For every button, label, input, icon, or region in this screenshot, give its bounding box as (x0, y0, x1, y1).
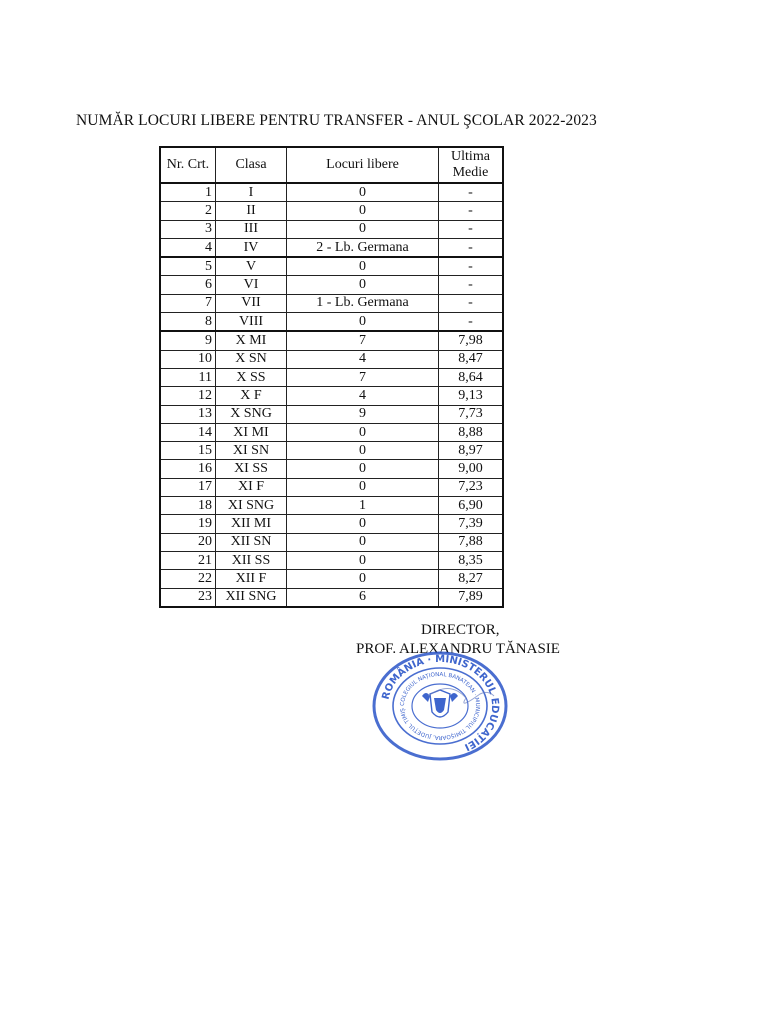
cell-locuri-libere: 0 (287, 276, 439, 294)
table-row (160, 478, 503, 496)
cell-nr-crt: 6 (160, 276, 216, 294)
cell-locuri-libere: 0 (287, 442, 439, 460)
cell-clasa: III (216, 220, 287, 238)
table-row (160, 220, 503, 238)
transfer-places-table (159, 146, 504, 608)
official-stamp (370, 650, 510, 762)
cell-clasa: XII SS (216, 551, 287, 569)
cell-ultima-medie: - (439, 238, 504, 257)
table-row (160, 533, 503, 551)
cell-nr-crt: 5 (160, 257, 216, 276)
cell-ultima-medie: 7,73 (439, 405, 504, 423)
table-row (160, 276, 503, 294)
cell-clasa: XI SS (216, 460, 287, 478)
cell-locuri-libere: 0 (287, 533, 439, 551)
cell-nr-crt: 16 (160, 460, 216, 478)
cell-locuri-libere: 0 (287, 551, 439, 569)
cell-ultima-medie: - (439, 313, 504, 332)
cell-nr-crt: 19 (160, 515, 216, 533)
cell-ultima-medie: - (439, 294, 504, 312)
table-row (160, 238, 503, 257)
cell-nr-crt: 8 (160, 313, 216, 332)
cell-ultima-medie: - (439, 183, 504, 202)
cell-ultima-medie: 7,88 (439, 533, 504, 551)
cell-nr-crt: 21 (160, 551, 216, 569)
table-row (160, 551, 503, 569)
cell-clasa: XII SNG (216, 588, 287, 607)
table-row (160, 423, 503, 441)
cell-clasa: VI (216, 276, 287, 294)
cell-locuri-libere: 0 (287, 460, 439, 478)
table-row (160, 588, 503, 607)
cell-locuri-libere: 0 (287, 570, 439, 588)
cell-nr-crt: 10 (160, 350, 216, 368)
cell-locuri-libere: 0 (287, 257, 439, 276)
cell-nr-crt: 13 (160, 405, 216, 423)
cell-ultima-medie: - (439, 202, 504, 220)
cell-ultima-medie: 7,23 (439, 478, 504, 496)
cell-clasa: V (216, 257, 287, 276)
signature-name: PROF. ALEXANDRU TĂNASIE (356, 641, 560, 657)
cell-ultima-medie: 9,13 (439, 387, 504, 405)
cell-nr-crt: 17 (160, 478, 216, 496)
header-locuri-libere: Locuri libere (287, 147, 439, 183)
cell-nr-crt: 22 (160, 570, 216, 588)
cell-nr-crt: 4 (160, 238, 216, 257)
table-row (160, 515, 503, 533)
table-row (160, 405, 503, 423)
cell-ultima-medie: 8,47 (439, 350, 504, 368)
cell-nr-crt: 3 (160, 220, 216, 238)
cell-locuri-libere: 0 (287, 423, 439, 441)
cell-clasa: XI SNG (216, 497, 287, 515)
signature-role: DIRECTOR, (421, 622, 500, 638)
header-nr-crt: Nr. Crt. (160, 147, 216, 183)
cell-nr-crt: 9 (160, 331, 216, 350)
cell-ultima-medie: 6,90 (439, 497, 504, 515)
cell-locuri-libere: 0 (287, 220, 439, 238)
table-row (160, 350, 503, 368)
cell-clasa: X MI (216, 331, 287, 350)
header-clasa: Clasa (216, 147, 287, 183)
cell-locuri-libere: 4 (287, 387, 439, 405)
coat-of-arms-icon (422, 690, 458, 717)
cell-nr-crt: 20 (160, 533, 216, 551)
cell-locuri-libere: 0 (287, 515, 439, 533)
cell-ultima-medie: 8,35 (439, 551, 504, 569)
table-row (160, 313, 503, 332)
cell-ultima-medie: - (439, 220, 504, 238)
cell-clasa: X SN (216, 350, 287, 368)
cell-ultima-medie: 8,88 (439, 423, 504, 441)
cell-clasa: XII SN (216, 533, 287, 551)
cell-clasa: XI SN (216, 442, 287, 460)
cell-clasa: XII MI (216, 515, 287, 533)
cell-ultima-medie: 7,89 (439, 588, 504, 607)
cell-clasa: IV (216, 238, 287, 257)
cell-ultima-medie: 8,27 (439, 570, 504, 588)
cell-locuri-libere: 4 (287, 350, 439, 368)
cell-nr-crt: 14 (160, 423, 216, 441)
cell-locuri-libere: 0 (287, 202, 439, 220)
cell-ultima-medie: 7,39 (439, 515, 504, 533)
cell-locuri-libere: 0 (287, 478, 439, 496)
document-title: NUMĂR LOCURI LIBERE PENTRU TRANSFER - ANUL ŞCOLAR 2022-2023 (76, 112, 597, 129)
cell-clasa: X SNG (216, 405, 287, 423)
cell-nr-crt: 2 (160, 202, 216, 220)
cell-clasa: II (216, 202, 287, 220)
cell-nr-crt: 11 (160, 368, 216, 386)
cell-locuri-libere: 6 (287, 588, 439, 607)
table-row (160, 460, 503, 478)
table-row (160, 387, 503, 405)
table-row (160, 442, 503, 460)
cell-locuri-libere: 0 (287, 183, 439, 202)
table-row (160, 331, 503, 350)
cell-clasa: XII F (216, 570, 287, 588)
cell-clasa: XI F (216, 478, 287, 496)
cell-ultima-medie: 8,97 (439, 442, 504, 460)
cell-clasa: VII (216, 294, 287, 312)
table-body (160, 183, 503, 607)
cell-clasa: X F (216, 387, 287, 405)
cell-nr-crt: 7 (160, 294, 216, 312)
cell-locuri-libere: 9 (287, 405, 439, 423)
stamp-outer-text: ROMÂNIA · MINISTERUL EDUCAȚIEI (380, 653, 501, 753)
table-row (160, 497, 503, 515)
cell-ultima-medie: - (439, 276, 504, 294)
table-header-row (160, 147, 503, 183)
cell-clasa: XI MI (216, 423, 287, 441)
cell-locuri-libere: 0 (287, 313, 439, 332)
cell-locuri-libere: 1 - Lb. Germana (287, 294, 439, 312)
cell-locuri-libere: 2 - Lb. Germana (287, 238, 439, 257)
table-row (160, 183, 503, 202)
stamp-inner-text: COLEGIUL NAȚIONAL BANATEAN · MUNICIPIUL TIMIȘOARA, JUDEȚUL TIMIȘ (399, 671, 481, 741)
table-row (160, 257, 503, 276)
table-row (160, 202, 503, 220)
cell-locuri-libere: 7 (287, 331, 439, 350)
cell-nr-crt: 12 (160, 387, 216, 405)
cell-ultima-medie: 9,00 (439, 460, 504, 478)
table-row (160, 294, 503, 312)
cell-ultima-medie: - (439, 257, 504, 276)
cell-clasa: X SS (216, 368, 287, 386)
cell-nr-crt: 1 (160, 183, 216, 202)
cell-clasa: VIII (216, 313, 287, 332)
cell-nr-crt: 15 (160, 442, 216, 460)
table-row (160, 368, 503, 386)
cell-ultima-medie: 7,98 (439, 331, 504, 350)
cell-locuri-libere: 1 (287, 497, 439, 515)
header-ultima-medie: Ultima Medie (439, 147, 504, 183)
cell-clasa: I (216, 183, 287, 202)
cell-nr-crt: 23 (160, 588, 216, 607)
table-row (160, 570, 503, 588)
cell-ultima-medie: 8,64 (439, 368, 504, 386)
cell-locuri-libere: 7 (287, 368, 439, 386)
cell-nr-crt: 18 (160, 497, 216, 515)
